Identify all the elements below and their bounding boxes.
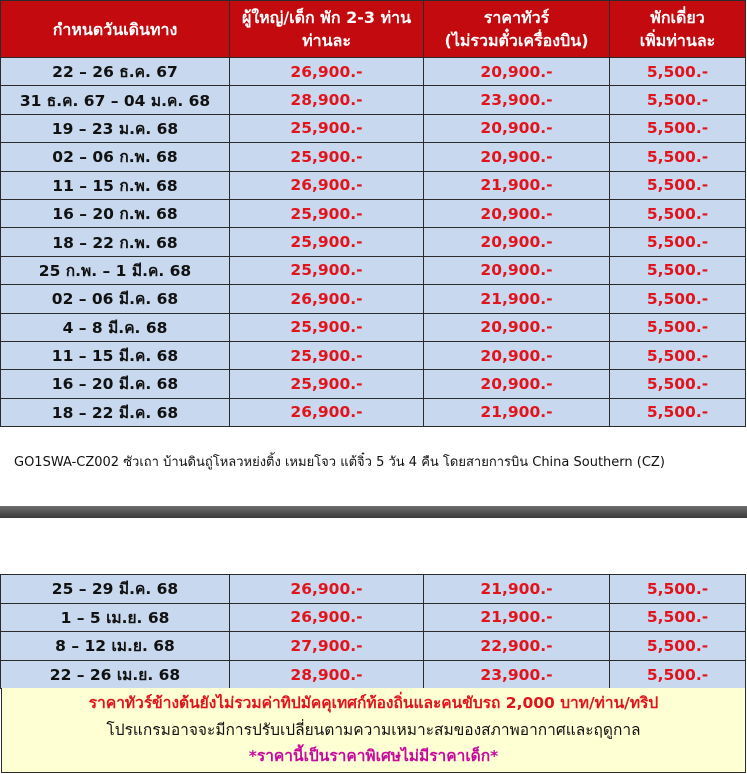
land-price-cell: 23,900.- (424, 660, 610, 689)
land-price-cell: 21,900.- (424, 575, 610, 604)
table-row (1, 143, 746, 171)
table-row (1, 228, 746, 256)
adult-price-cell: 28,900.- (230, 660, 424, 689)
date-cell: 25 ก.พ. – 1 มี.ค. 68 (1, 256, 230, 284)
adult-price-cell: 26,900.- (230, 398, 424, 426)
table-row (1, 256, 746, 284)
adult-price-cell: 26,900.- (230, 603, 424, 632)
adult-price-cell: 28,900.- (230, 86, 424, 114)
header-single-supplement: พักเดี่ยว เพิ่มท่านละ (610, 1, 746, 58)
land-price-cell: 20,900.- (424, 370, 610, 398)
date-cell: 8 – 12 เม.ย. 68 (1, 632, 230, 661)
land-price-cell: 20,900.- (424, 313, 610, 341)
single-supplement-cell: 5,500.- (610, 341, 746, 369)
land-price-cell: 20,900.- (424, 114, 610, 142)
adult-price-cell: 25,900.- (230, 114, 424, 142)
single-supplement-cell: 5,500.- (610, 660, 746, 689)
single-supplement-cell: 5,500.- (610, 228, 746, 256)
note-special: *ราคานี้เป็นราคาพิเศษไม่มีราคาเด็ก* (248, 747, 499, 765)
table-row (1, 313, 746, 341)
date-cell: 02 – 06 ก.พ. 68 (1, 143, 230, 171)
land-price-cell: 20,900.- (424, 143, 610, 171)
adult-price-cell: 25,900.- (230, 256, 424, 284)
land-price-cell: 20,900.- (424, 341, 610, 369)
adult-price-cell: 25,900.- (230, 313, 424, 341)
adult-price-cell: 27,900.- (230, 632, 424, 661)
header-land-price: ราคาทัวร์ (ไม่รวมตั๋วเครื่องบิน) (424, 1, 610, 58)
table-row (1, 114, 746, 142)
land-price-cell: 22,900.- (424, 632, 610, 661)
single-supplement-cell: 5,500.- (610, 632, 746, 661)
adult-price-cell: 25,900.- (230, 228, 424, 256)
land-price-cell: 21,900.- (424, 398, 610, 426)
adult-price-cell: 25,900.- (230, 370, 424, 398)
date-cell: 02 – 06 มี.ค. 68 (1, 285, 230, 313)
table-row (1, 660, 746, 689)
table-row (1, 632, 746, 661)
adult-price-cell: 26,900.- (230, 285, 424, 313)
date-cell: 11 – 15 มี.ค. 68 (1, 341, 230, 369)
tour-caption: GO1SWA-CZ002 ซัวเถา บ้านดินถู่โหลวหย่งติ้ง เหมยโจว แต้จิ๋ว 5 วัน 4 คืน โดยสายการบิน China Southern (CZ) (14, 455, 665, 470)
single-supplement-cell: 5,500.- (610, 86, 746, 114)
land-price-cell: 20,900.- (424, 199, 610, 227)
land-price-cell: 21,900.- (424, 603, 610, 632)
single-supplement-cell: 5,500.- (610, 370, 746, 398)
table-row (1, 575, 746, 604)
single-supplement-cell: 5,500.- (610, 575, 746, 604)
table-row (1, 86, 746, 114)
table-row (1, 199, 746, 227)
notes-box (1, 688, 746, 773)
date-cell: 22 – 26 เม.ย. 68 (1, 660, 230, 689)
land-price-cell: 23,900.- (424, 86, 610, 114)
adult-price-cell: 26,900.- (230, 58, 424, 86)
adult-price-cell: 26,900.- (230, 171, 424, 199)
price-table-continued (0, 574, 746, 689)
date-cell: 19 – 23 ม.ค. 68 (1, 114, 230, 142)
date-cell: 16 – 20 มี.ค. 68 (1, 370, 230, 398)
divider-bar (0, 506, 747, 518)
land-price-cell: 21,900.- (424, 285, 610, 313)
single-supplement-cell: 5,500.- (610, 313, 746, 341)
table-row (1, 171, 746, 199)
date-cell: 4 – 8 มี.ค. 68 (1, 313, 230, 341)
date-cell: 25 – 29 มี.ค. 68 (1, 575, 230, 604)
adult-price-cell: 25,900.- (230, 341, 424, 369)
single-supplement-cell: 5,500.- (610, 171, 746, 199)
table-row (1, 370, 746, 398)
table-header-row (1, 1, 746, 58)
date-cell: 1 – 5 เม.ย. 68 (1, 603, 230, 632)
date-cell: 31 ธ.ค. 67 – 04 ม.ค. 68 (1, 86, 230, 114)
date-cell: 18 – 22 ก.พ. 68 (1, 228, 230, 256)
table-row (1, 341, 746, 369)
single-supplement-cell: 5,500.- (610, 114, 746, 142)
note-program: โปรแกรมอาจจะมีการปรับเปลี่ยนตามความเหมาะสมของสภาพอากาศและฤดูกาล (106, 721, 641, 739)
date-cell: 22 – 26 ธ.ค. 67 (1, 58, 230, 86)
table-row (1, 58, 746, 86)
table-row (1, 398, 746, 426)
single-supplement-cell: 5,500.- (610, 256, 746, 284)
adult-price-cell: 25,900.- (230, 199, 424, 227)
adult-price-cell: 25,900.- (230, 143, 424, 171)
land-price-cell: 20,900.- (424, 228, 610, 256)
single-supplement-cell: 5,500.- (610, 199, 746, 227)
header-adult-price: ผู้ใหญ่/เด็ก พัก 2-3 ท่าน ท่านละ (230, 1, 424, 58)
land-price-cell: 21,900.- (424, 171, 610, 199)
single-supplement-cell: 5,500.- (610, 58, 746, 86)
land-price-cell: 20,900.- (424, 58, 610, 86)
table-row (1, 603, 746, 632)
single-supplement-cell: 5,500.- (610, 143, 746, 171)
single-supplement-cell: 5,500.- (610, 285, 746, 313)
note-tip: ราคาทัวร์ข้างต้นยังไม่รวมค่าทิปมัคคุเทศก์ท้องถิ่นและคนขับรถ 2,000 บาท/ท่าน/ทริป (88, 694, 659, 712)
table-row (1, 285, 746, 313)
date-cell: 11 – 15 ก.พ. 68 (1, 171, 230, 199)
header-date: กำหนดวันเดินทาง (1, 1, 230, 58)
single-supplement-cell: 5,500.- (610, 398, 746, 426)
date-cell: 16 – 20 ก.พ. 68 (1, 199, 230, 227)
land-price-cell: 20,900.- (424, 256, 610, 284)
single-supplement-cell: 5,500.- (610, 603, 746, 632)
adult-price-cell: 26,900.- (230, 575, 424, 604)
date-cell: 18 – 22 มี.ค. 68 (1, 398, 230, 426)
